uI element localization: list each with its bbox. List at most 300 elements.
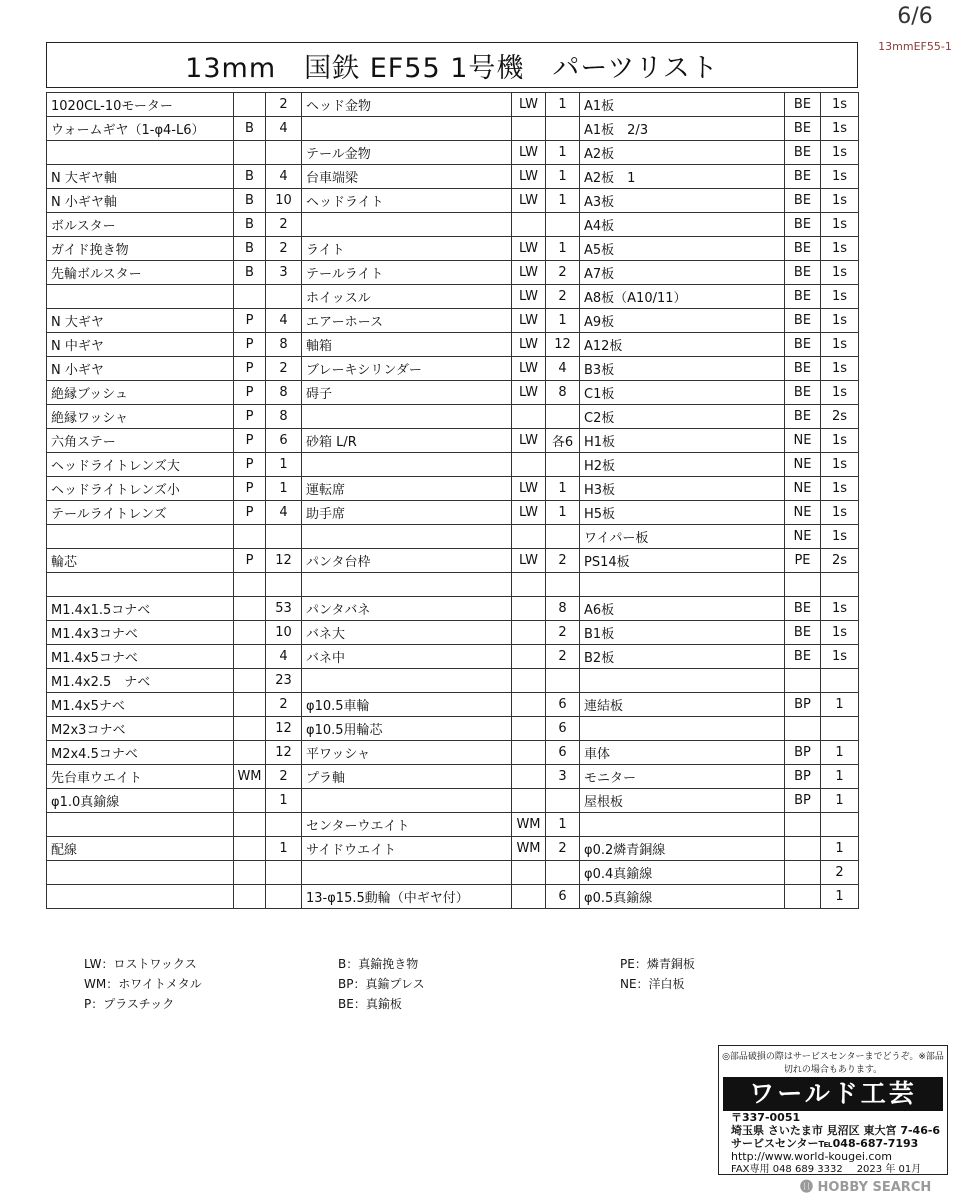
part-name-cell [302,669,512,693]
table-row [47,501,859,525]
quantity-cell: 1 [546,165,580,189]
quantity-cell: 10 [266,189,302,213]
part-name-cell: N 中ギヤ [47,333,234,357]
quantity-cell: 1 [821,885,859,909]
quantity-cell: 2 [546,285,580,309]
material-cell [512,741,546,765]
quantity-cell [266,885,302,909]
table-row [47,381,859,405]
part-name-cell: A5板 [580,237,785,261]
material-cell [512,669,546,693]
quantity-cell: 1s [821,141,859,165]
quantity-cell: 1s [821,237,859,261]
part-name-cell: φ0.5真鍮線 [580,885,785,909]
material-cell [234,93,266,117]
material-cell: P [234,333,266,357]
quantity-cell: 2 [546,645,580,669]
material-cell: P [234,477,266,501]
material-cell: B [234,165,266,189]
part-name-cell: 先台車ウエイト [47,765,234,789]
material-cell [512,453,546,477]
quantity-cell [821,717,859,741]
title-box [46,42,858,88]
material-cell: BE [785,645,821,669]
part-name-cell: ライト [302,237,512,261]
quantity-cell: 8 [266,405,302,429]
part-name-cell: N 大ギヤ [47,309,234,333]
quantity-cell: 1 [546,501,580,525]
part-name-cell: M2x3コナベ [47,717,234,741]
quantity-cell: 1s [821,213,859,237]
part-name-cell: B1板 [580,621,785,645]
material-cell: BP [785,741,821,765]
material-cell: NE [785,429,821,453]
part-name-cell: φ0.2燐青銅線 [580,837,785,861]
maker-address: 埼玉県 さいたま市 見沼区 東大宮 7-46-6 [731,1124,941,1137]
quantity-cell: 6 [546,885,580,909]
quantity-cell: 2 [266,693,302,717]
part-name-cell: A8板（A10/11） [580,285,785,309]
legend-column-3 [620,954,695,994]
quantity-cell: 2 [266,357,302,381]
part-name-cell: 台車端梁 [302,165,512,189]
part-name-cell: 輪芯 [47,549,234,573]
table-row [47,237,859,261]
quantity-cell: 1 [266,837,302,861]
quantity-cell: 1s [821,381,859,405]
parts-table [46,92,859,909]
quantity-cell: 1 [266,477,302,501]
material-cell: BE [785,597,821,621]
table-row [47,741,859,765]
material-cell: BE [785,93,821,117]
material-cell: BE [785,309,821,333]
part-name-cell [302,573,512,597]
quantity-cell: 12 [266,717,302,741]
part-name-cell: 先輪ボルスター [47,261,234,285]
material-cell: BP [785,789,821,813]
quantity-cell: 1s [821,621,859,645]
part-name-cell: C1板 [580,381,785,405]
quantity-cell: 2 [266,213,302,237]
quantity-cell: 4 [266,501,302,525]
part-name-cell: 配線 [47,837,234,861]
page-code: 13mmEF55-1 [878,40,952,53]
quantity-cell: 4 [266,165,302,189]
material-cell [234,861,266,885]
quantity-cell: 1s [821,285,859,309]
part-name-cell: A4板 [580,213,785,237]
quantity-cell: 2s [821,405,859,429]
material-cell: B [234,237,266,261]
part-name-cell [580,717,785,741]
quantity-cell: 53 [266,597,302,621]
material-cell [234,813,266,837]
table-row [47,597,859,621]
part-name-cell: バネ中 [302,645,512,669]
part-name-cell: A12板 [580,333,785,357]
material-cell [234,525,266,549]
table-row [47,885,859,909]
material-cell [234,573,266,597]
part-name-cell: バネ大 [302,621,512,645]
quantity-cell: 1s [821,597,859,621]
part-name-cell: N 大ギヤ軸 [47,165,234,189]
quantity-cell: 2 [266,237,302,261]
table-row [47,213,859,237]
part-name-cell: PS14板 [580,549,785,573]
part-name-cell [302,789,512,813]
issue-date: 2023 年 01月 [856,1164,922,1175]
part-name-cell: 1020CL-10モーター [47,93,234,117]
legend-item: BP：真鍮プレス [338,977,425,991]
quantity-cell: 2 [546,261,580,285]
part-name-cell: サイドウエイト [302,837,512,861]
table-row [47,573,859,597]
part-name-cell: パンタ台枠 [302,549,512,573]
material-cell [234,621,266,645]
part-name-cell: φ1.0真鍮線 [47,789,234,813]
material-cell: WM [234,765,266,789]
table-row [47,693,859,717]
material-cell: P [234,453,266,477]
material-cell: LW [512,501,546,525]
service-center-phone: サービスセンター℡048-687-7193 [731,1137,919,1150]
quantity-cell: 1s [821,309,859,333]
part-name-cell: B3板 [580,357,785,381]
postal-code: 〒337-0051 [731,1111,801,1124]
material-cell: B [234,189,266,213]
material-cell [512,573,546,597]
material-cell: BE [785,237,821,261]
table-row [47,309,859,333]
part-name-cell: パンタバネ [302,597,512,621]
material-cell [512,621,546,645]
quantity-cell: 12 [266,549,302,573]
material-cell [512,405,546,429]
quantity-cell [266,141,302,165]
quantity-cell: 1s [821,165,859,189]
table-row [47,429,859,453]
material-cell: LW [512,189,546,213]
part-name-cell: C2板 [580,405,785,429]
quantity-cell [546,453,580,477]
part-name-cell: ヘッドライト [302,189,512,213]
quantity-cell: 4 [266,309,302,333]
table-row [47,765,859,789]
material-cell [785,573,821,597]
table-row [47,405,859,429]
quantity-cell: 1 [821,741,859,765]
part-name-cell: A1板 [580,93,785,117]
quantity-cell: 6 [546,741,580,765]
part-name-cell [47,141,234,165]
table-row [47,837,859,861]
quantity-cell: 1 [821,765,859,789]
table-row [47,549,859,573]
quantity-cell: 2 [821,861,859,885]
part-name-cell: テールライト [302,261,512,285]
part-name-cell: B2板 [580,645,785,669]
quantity-cell: 1 [266,453,302,477]
material-cell: P [234,405,266,429]
table-row [47,645,859,669]
part-name-cell: A9板 [580,309,785,333]
part-name-cell: 助手席 [302,501,512,525]
part-name-cell: ヘッドライトレンズ小 [47,477,234,501]
part-name-cell: A3板 [580,189,785,213]
maker-logo: ワールド工芸 [723,1077,943,1111]
table-row [47,621,859,645]
table-row [47,189,859,213]
material-cell: BE [785,213,821,237]
material-cell: BE [785,357,821,381]
material-cell: NE [785,477,821,501]
part-name-cell: 車体 [580,741,785,765]
quantity-cell: 1s [821,501,859,525]
quantity-cell: 2 [266,93,302,117]
material-cell: BE [785,405,821,429]
part-name-cell [47,885,234,909]
maker-info-box [718,1045,948,1175]
part-name-cell [302,117,512,141]
material-cell [785,837,821,861]
document-title: 13mm 国鉄 EF55 1号機 パーツリスト [185,52,719,84]
material-cell: P [234,501,266,525]
quantity-cell: 4 [266,645,302,669]
quantity-cell: 12 [546,333,580,357]
quantity-cell: 2 [546,837,580,861]
part-name-cell: ホイッスル [302,285,512,309]
quantity-cell [266,285,302,309]
quantity-cell [546,669,580,693]
material-cell: BE [785,333,821,357]
legend-item: BE：真鍮板 [338,997,402,1011]
quantity-cell: 1s [821,261,859,285]
quantity-cell [266,573,302,597]
quantity-cell: 1 [266,789,302,813]
maker-url: http://www.world-kougei.com [731,1150,892,1163]
material-cell [512,717,546,741]
material-cell: WM [512,813,546,837]
part-name-cell: ヘッド金物 [302,93,512,117]
legend-item: NE：洋白板 [620,977,685,991]
quantity-cell: 1s [821,117,859,141]
quantity-cell: 8 [546,597,580,621]
quantity-cell [821,669,859,693]
material-cell [512,645,546,669]
quantity-cell: 23 [266,669,302,693]
quantity-cell: 1s [821,645,859,669]
legend-item: B：真鍮挽き物 [338,957,419,971]
part-name-cell: プラ軸 [302,765,512,789]
quantity-cell: 6 [546,693,580,717]
material-cell: LW [512,165,546,189]
material-cell: BE [785,165,821,189]
quantity-cell [266,525,302,549]
part-name-cell: H2板 [580,453,785,477]
material-cell [785,861,821,885]
part-name-cell [302,861,512,885]
part-name-cell [47,861,234,885]
material-cell [785,885,821,909]
material-cell: P [234,309,266,333]
quantity-cell [821,573,859,597]
part-name-cell: 運転席 [302,477,512,501]
material-cell [512,117,546,141]
quantity-cell: 1s [821,525,859,549]
quantity-cell: 各6 [546,429,580,453]
material-cell: PE [785,549,821,573]
part-name-cell: ウォームギヤ（1-φ4-L6） [47,117,234,141]
quantity-cell: 1 [546,237,580,261]
quantity-cell: 1s [821,429,859,453]
material-cell: LW [512,285,546,309]
material-cell: WM [512,837,546,861]
material-cell [234,837,266,861]
part-name-cell: モニター [580,765,785,789]
material-cell [234,741,266,765]
material-cell: BP [785,693,821,717]
quantity-cell: 2 [546,621,580,645]
part-name-cell [302,405,512,429]
quantity-cell: 2 [266,765,302,789]
part-name-cell [47,813,234,837]
fax-number: FAX専用 048 689 3332 [731,1164,843,1175]
part-name-cell: テール金物 [302,141,512,165]
table-row [47,93,859,117]
service-note: ◎部品破損の際はサービスセンターまでどうぞ。※部品切れの場合もあります。 [722,1052,944,1075]
legend-item: P：プラスチック [84,997,175,1011]
part-name-cell [580,573,785,597]
material-cell [512,885,546,909]
part-name-cell: A2板 [580,141,785,165]
quantity-cell [546,525,580,549]
quantity-cell: 2 [546,549,580,573]
quantity-cell: 1 [546,93,580,117]
material-cell: LW [512,309,546,333]
material-cell: P [234,429,266,453]
quantity-cell [266,861,302,885]
part-name-cell: ヘッドライトレンズ大 [47,453,234,477]
material-cell: B [234,117,266,141]
quantity-cell: 1 [546,189,580,213]
material-cell [512,861,546,885]
material-cell [234,669,266,693]
legend-column-1 [84,954,202,1014]
part-name-cell: N 小ギヤ軸 [47,189,234,213]
quantity-cell: 6 [266,429,302,453]
part-name-cell: φ10.5用輪芯 [302,717,512,741]
material-cell: B [234,213,266,237]
table-row [47,357,859,381]
quantity-cell: 6 [546,717,580,741]
part-name-cell [580,813,785,837]
part-name-cell: A6板 [580,597,785,621]
material-cell [234,693,266,717]
part-name-cell: A1板 2/3 [580,117,785,141]
quantity-cell: 1s [821,93,859,117]
material-cell: P [234,357,266,381]
quantity-cell: 1s [821,453,859,477]
part-name-cell: 砂箱 L/R [302,429,512,453]
quantity-cell: 1 [546,813,580,837]
material-cell [234,885,266,909]
table-row [47,717,859,741]
quantity-cell: 1s [821,357,859,381]
part-name-cell: M1.4x5コナベ [47,645,234,669]
material-cell: BE [785,621,821,645]
material-cell: BE [785,141,821,165]
part-name-cell: 絶縁ブッシュ [47,381,234,405]
quantity-cell [546,213,580,237]
material-cell: BE [785,261,821,285]
material-cell [234,717,266,741]
quantity-cell [821,813,859,837]
quantity-cell: 3 [546,765,580,789]
part-name-cell: 六角ステー [47,429,234,453]
part-name-cell: A2板 1 [580,165,785,189]
table-row [47,789,859,813]
part-name-cell: N 小ギヤ [47,357,234,381]
material-cell: NE [785,453,821,477]
table-row [47,165,859,189]
part-name-cell: ボルスター [47,213,234,237]
material-cell: LW [512,381,546,405]
quantity-cell: 4 [266,117,302,141]
part-name-cell: M2x4.5コナベ [47,741,234,765]
table-row [47,669,859,693]
part-name-cell: エアーホース [302,309,512,333]
quantity-cell [546,789,580,813]
page-number: 6/6 [897,4,933,29]
table-row [47,117,859,141]
material-cell: NE [785,525,821,549]
quantity-cell: 1s [821,333,859,357]
material-cell [234,141,266,165]
quantity-cell: 1 [546,477,580,501]
quantity-cell: 3 [266,261,302,285]
material-cell: LW [512,141,546,165]
quantity-cell: 1 [821,837,859,861]
quantity-cell: 10 [266,621,302,645]
part-name-cell: M1.4x2.5 ナベ [47,669,234,693]
material-cell [785,669,821,693]
part-name-cell: 平ワッシャ [302,741,512,765]
material-cell: LW [512,549,546,573]
material-cell: LW [512,477,546,501]
part-name-cell: 13-φ15.5動輪（中ギヤ付） [302,885,512,909]
quantity-cell: 8 [266,381,302,405]
material-cell [234,645,266,669]
material-cell [512,789,546,813]
material-cell: P [234,549,266,573]
part-name-cell: ブレーキシリンダー [302,357,512,381]
part-name-cell: H5板 [580,501,785,525]
quantity-cell: 4 [546,357,580,381]
quantity-cell: 8 [266,333,302,357]
table-row [47,525,859,549]
material-cell: LW [512,261,546,285]
legend-item: WM：ホワイトメタル [84,977,202,991]
part-name-cell: 屋根板 [580,789,785,813]
quantity-cell: 1 [546,309,580,333]
part-name-cell [302,453,512,477]
legend-item: LW：ロストワックス [84,957,197,971]
quantity-cell [546,405,580,429]
material-cell [234,285,266,309]
material-cell [234,789,266,813]
